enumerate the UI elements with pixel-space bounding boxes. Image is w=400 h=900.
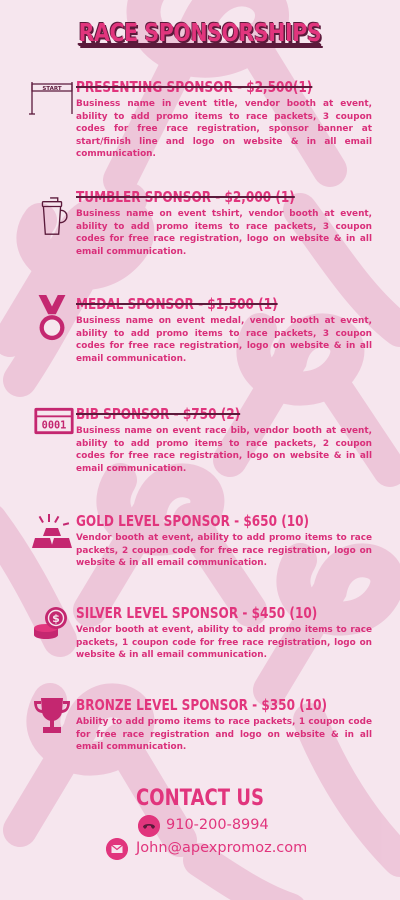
- contact-phone-row: [0, 815, 400, 839]
- start-banner-label: START: [42, 86, 62, 92]
- tier-description: Vendor booth at event, ability to add promo items to race packets, 1 coupon code for free race registration, logo on website & in all email communication.: [76, 625, 372, 661]
- tier-name: SILVER LEVEL SPONSOR - $450 (10): [76, 604, 318, 622]
- phone-number-link[interactable]: 910-200-8994: [166, 817, 269, 833]
- tier-name: TUMBLER SPONSOR - $2,000 (1): [76, 188, 295, 206]
- bib-number-label: 0001: [41, 419, 67, 432]
- tier-description: Ability to add promo items to race packets, 1 coupon code for free race registration and logo on website & in all email communication.: [76, 717, 372, 753]
- tier-description: Vendor booth at event, ability to add promo items to race packets, 2 coupon code for free race registration, logo on website & in all email communication.: [76, 533, 372, 569]
- header: [0, 18, 400, 47]
- gold-bars-icon: [30, 512, 74, 552]
- race-bib-icon: [32, 407, 76, 435]
- phone-icon: [138, 815, 160, 837]
- start-finish-banner-icon: [26, 78, 74, 118]
- page-title: RACE SPONSORSHIPS: [78, 18, 322, 47]
- svg-text:$: $: [52, 612, 60, 625]
- tumbler-icon: [30, 196, 74, 238]
- tier-name: MEDAL SPONSOR - $1,500 (1): [76, 295, 278, 313]
- tier-description: Business name on event medal, vendor booth at event, ability to add promo items to race packets, 3 coupon codes for free race registration, logo on website & in all email communication.: [76, 316, 372, 364]
- tier-name: PRESENTING SPONSOR - $2,500(1): [76, 78, 313, 96]
- tier-name: BRONZE LEVEL SPONSOR - $350 (10): [76, 696, 328, 714]
- coin-stack-icon: [30, 604, 74, 644]
- medal-icon: [30, 295, 74, 343]
- tier-name: BIB SPONSOR - $750 (2): [76, 405, 241, 423]
- envelope-icon: [106, 838, 128, 860]
- contact-email-row: [0, 838, 400, 862]
- tier-description: Business name on event race bib, vendor booth at event, ability to add promo items to race packets, 2 coupon codes for free race registration, logo on website & in all email communication.: [76, 426, 372, 474]
- email-link[interactable]: John@apexpromoz.com: [136, 840, 308, 856]
- contact-title: CONTACT US: [135, 786, 264, 811]
- trophy-icon: [30, 696, 74, 736]
- tier-name: GOLD LEVEL SPONSOR - $650 (10): [76, 512, 310, 530]
- tier-description: Business name in event title, vendor booth at event, ability to add promo items to race packets, 3 coupon codes for free race registration, sponsor banner at start/finish line and logo on website & in all email communication.: [76, 99, 372, 160]
- tier-description: Business name on event tshirt, vendor booth at event, ability to add promo items to race packets, 3 coupon codes for free race registration, logo on website & in all email communication.: [76, 209, 372, 257]
